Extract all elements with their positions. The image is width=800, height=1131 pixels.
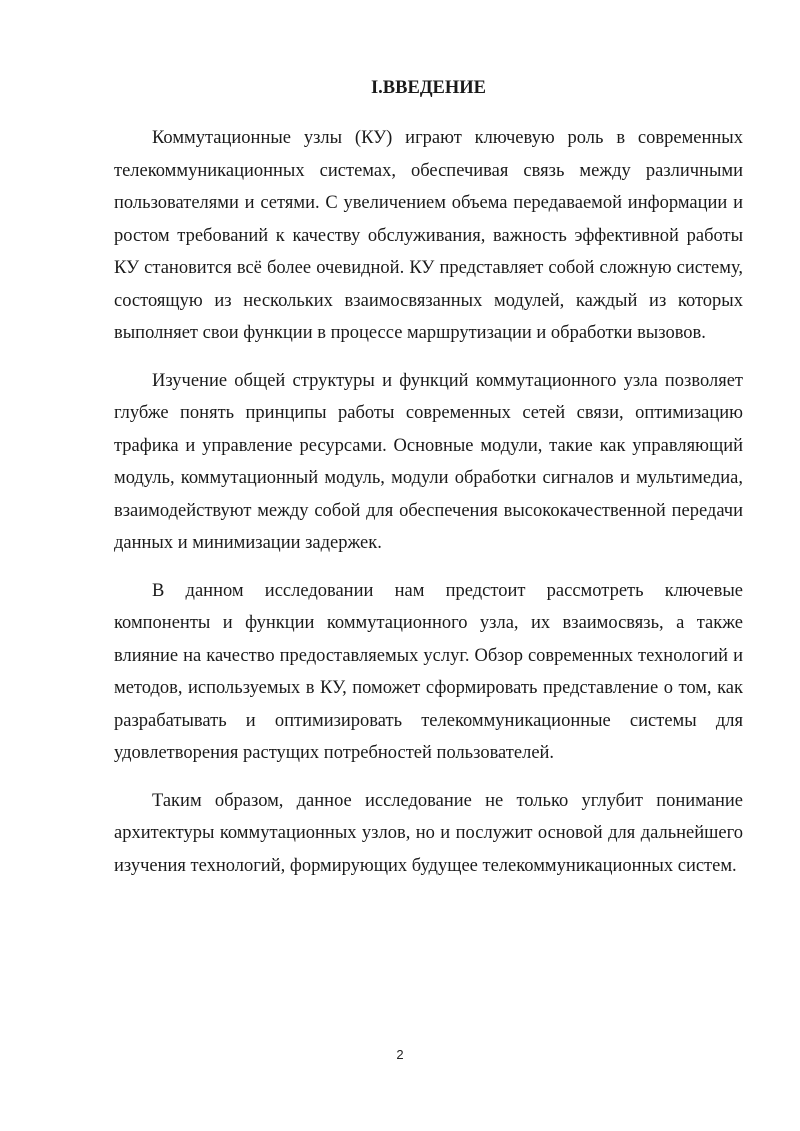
- paragraph-2: Изучение общей структуры и функций коммутационного узла позволяет глубже понять принципы работы современных сетей связи, оптимизацию трафика и управление ресурсами. Основные модули, такие как управляющий модуль, коммутационный модуль, модули обработки сигналов и мультимедиа, взаимодействуют между собой для обеспечения высококачественной передачи данных и минимизации задержек.: [114, 370, 743, 553]
- body-text: [114, 122, 743, 897]
- section-heading: I.ВВЕДЕНИЕ: [370, 78, 487, 98]
- paragraph-1: Коммутационные узлы (КУ) играют ключевую роль в современных телекоммуникационных системах, обеспечивая связь между различными пользователями и сетями. С увеличением объема передаваемой информации и ростом требований к качеству обслуживания, важность эффективной работы КУ становится всё более очевидной. КУ представляет собой сложную систему, состоящую из нескольких взаимосвязанных модулей, каждый из которых выполняет свои функции в процессе маршрутизации и обработки вызовов.: [114, 128, 743, 343]
- paragraph-3: В данном исследовании нам предстоит рассмотреть ключевые компоненты и функции коммутационного узла, их взаимосвязь, а также влияние на качество предоставляемых услуг. Обзор современных технологий и методов, используемых в КУ, поможет сформировать представление о том, как разрабатывать и оптимизировать телекоммуникационные системы для удовлетворения растущих потребностей пользователей.: [114, 580, 743, 763]
- page-number: 2: [396, 1047, 404, 1062]
- paragraph-4: Таким образом, данное исследование не только углубит понимание архитектуры коммутационных узлов, но и послужит основой для дальнейшего изучения технологий, формирующих будущее телекоммуникационных систем.: [114, 790, 743, 876]
